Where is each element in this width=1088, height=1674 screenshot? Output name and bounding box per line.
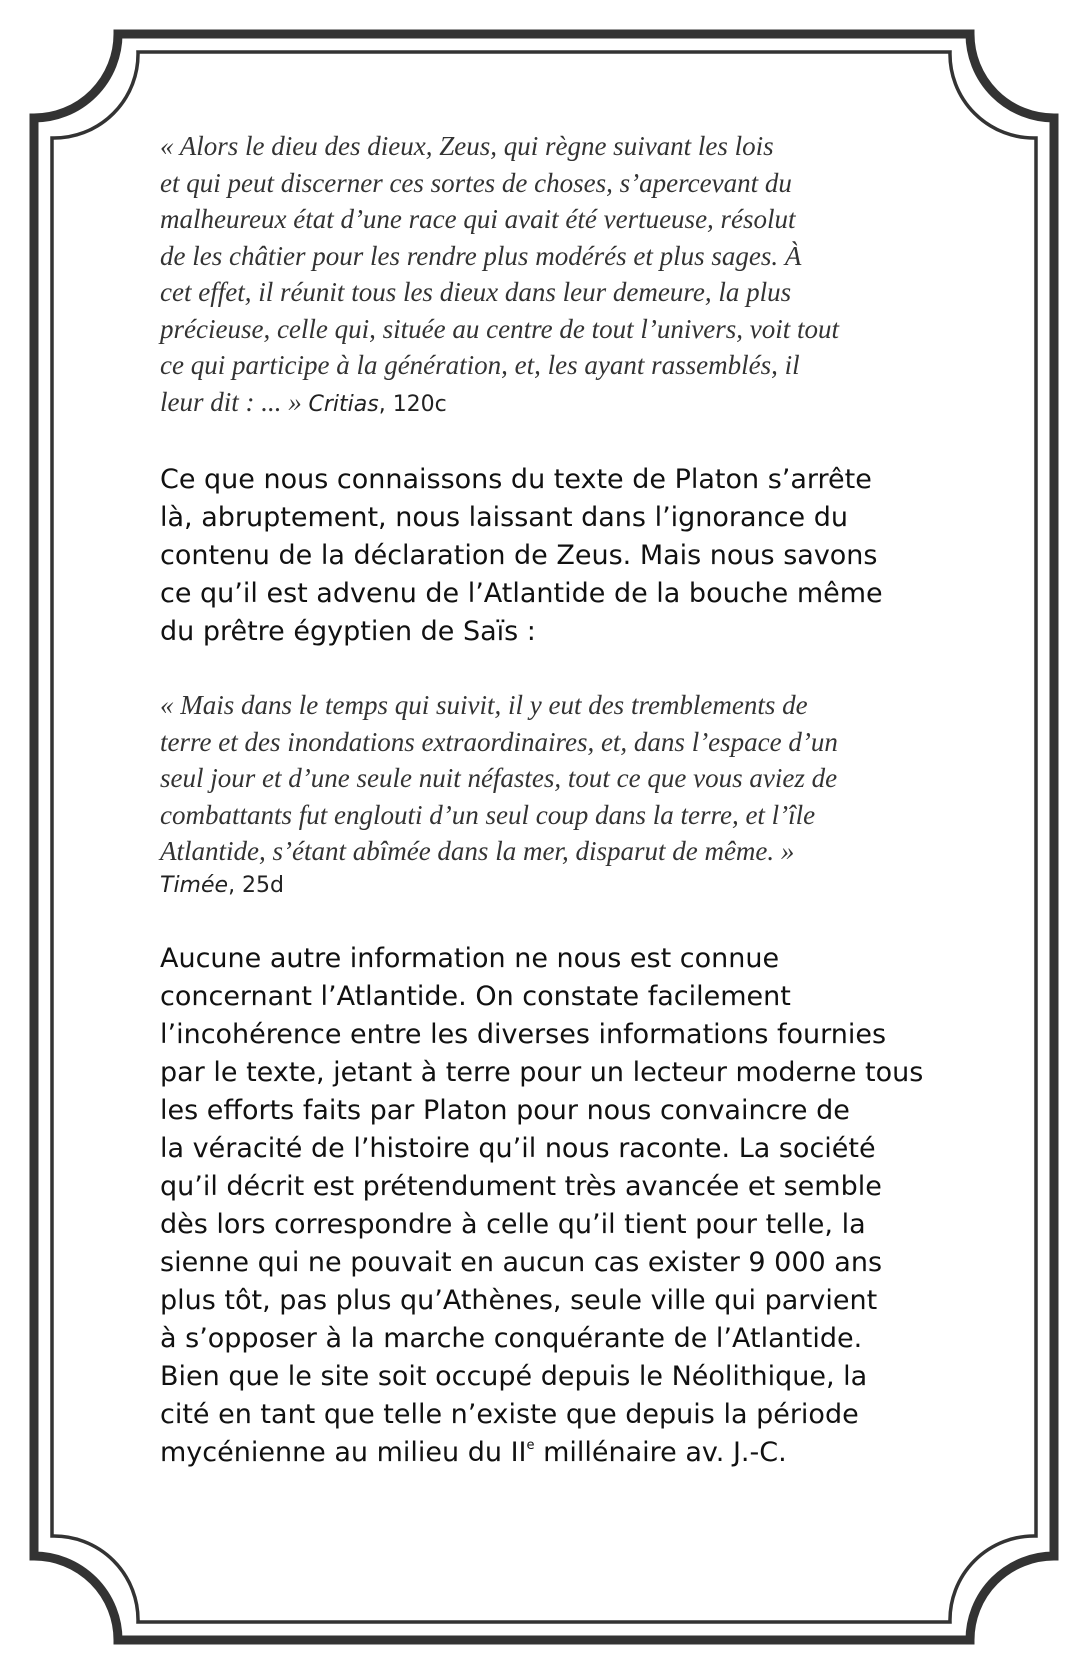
quote-critias [160, 128, 940, 423]
quote-line: malheureux état d’une race qui avait été vertueuse, résolut [160, 204, 796, 234]
quote-line: leur dit : ... » [160, 386, 302, 417]
paragraph-line: la véracité de l’histoire qu’il nous raconte. La société [160, 1132, 876, 1164]
quote-line: et qui peut discerner ces sortes de choses, s’apercevant du [160, 167, 792, 198]
paragraph-line: Bien que le site soit occupé depuis le Néolithique, la [160, 1360, 868, 1392]
paragraph-line: les efforts faits par Platon pour nous convaincre de [160, 1094, 850, 1126]
superscript-e: e [526, 1437, 535, 1453]
paragraph-line: concernant l’Atlantide. On constate facilement [160, 980, 791, 1012]
paragraph-atlantis-analysis [160, 940, 940, 1472]
paragraph-line: Aucune autre information ne nous est connue [160, 942, 780, 974]
quote-reference [309, 392, 447, 417]
paragraph-line: par le texte, jetant à terre pour un lecteur moderne tous [160, 1056, 924, 1088]
reference-title: Timée [160, 872, 229, 898]
paragraph-line: ce qu’il est advenu de l’Atlantide de la bouche même [160, 578, 883, 609]
paragraph-line: Ce que nous connaissons du texte de Platon s’arrête [160, 464, 872, 495]
quote-line-last [160, 384, 940, 424]
paragraph-line: qu’il décrit est prétendument très avancée et semble [160, 1170, 882, 1202]
page-content [160, 128, 940, 1472]
paragraph-plato-text [160, 461, 940, 651]
paragraph-line: du prêtre égyptien de Saïs : [160, 616, 536, 647]
paragraph-line: à s’opposer à la marche conquérante de l’Atlantide. [160, 1322, 863, 1354]
line-text-end: millénaire av. J.-C. [534, 1436, 787, 1468]
quote-line: précieuse, celle qui, située au centre de tout l’univers, voit tout [160, 313, 840, 344]
quote-line: cet effet, il réunit tous les dieux dans leur demeure, la plus [160, 277, 792, 307]
quote-line: Atlantide, s’étant abîmée dans la mer, disparut de même. » [160, 836, 795, 866]
quote-line: « Mais dans le temps qui suivit, il y eut des tremblements de [160, 690, 808, 720]
quote-reference [160, 870, 940, 902]
quote-line: de les châtier pour les rendre plus modérés et plus sages. À [160, 240, 802, 271]
reference-section: , 25d [228, 872, 285, 898]
paragraph-line: sienne qui ne pouvait en aucun cas exister 9 000 ans [160, 1246, 883, 1278]
quote-timee [160, 687, 940, 902]
paragraph-line: là, abruptement, nous laissant dans l’ignorance du [160, 502, 848, 533]
paragraph-line: plus tôt, pas plus qu’Athènes, seule ville qui parvient [160, 1284, 878, 1316]
reference-section: , 120c [378, 391, 447, 417]
paragraph-line: dès lors correspondre à celle qu’il tient pour telle, la [160, 1208, 866, 1240]
paragraph-line: contenu de la déclaration de Zeus. Mais nous savons [160, 540, 878, 571]
quote-line: combattants fut englouti d’un seul coup dans la terre, et l’île [160, 799, 816, 830]
reference-title: Critias [308, 391, 379, 417]
quote-line: « Alors le dieu des dieux, Zeus, qui règne suivant les lois [160, 131, 774, 161]
quote-line: seul jour et d’une seule nuit néfastes, tout ce que vous aviez de [160, 763, 838, 793]
line-text-start: mycénienne au milieu du II [160, 1436, 527, 1468]
paragraph-line: l’incohérence entre les diverses informations fournies [160, 1018, 887, 1050]
quote-line: ce qui participe à la génération, et, les ayant rassemblés, il [160, 350, 800, 380]
paragraph-line-last [160, 1434, 940, 1472]
paragraph-line: cité en tant que telle n’existe que depuis la période [160, 1398, 859, 1430]
quote-line: terre et des inondations extraordinaires, et, dans l’espace d’un [160, 726, 838, 757]
